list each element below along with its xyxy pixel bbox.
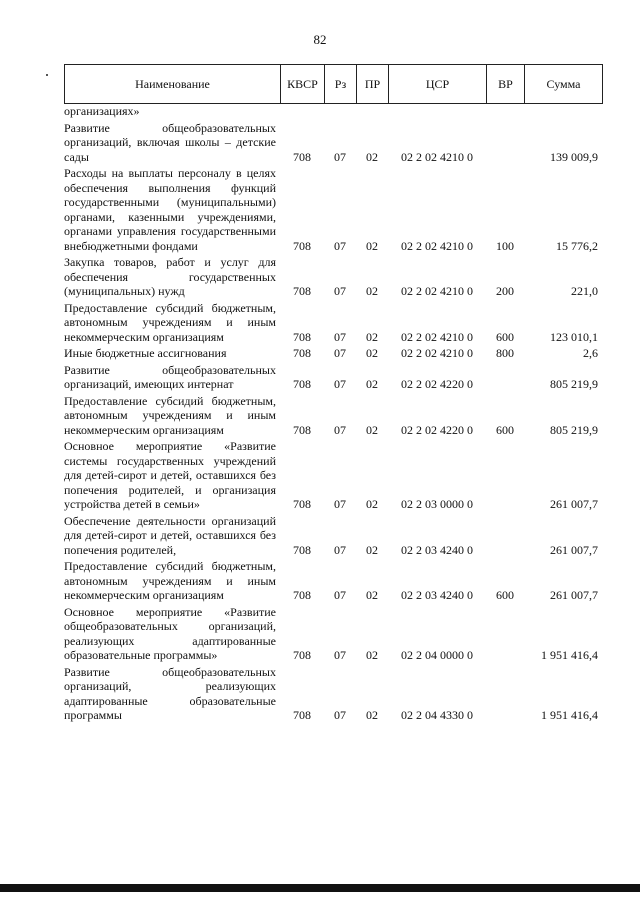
cell-pr: 02 [366, 149, 378, 164]
cell-kvsr: 708 [293, 377, 311, 391]
cell-sum: 1 951 416,4 [541, 648, 598, 662]
table-row [64, 346, 602, 363]
cell-csr: 02 2 04 4330 0 [401, 708, 473, 722]
table-row [64, 255, 602, 301]
cell-name: Предоставление субсидий бюджетным, автономным учреждениям и иным некоммерческим организациям [64, 559, 276, 602]
cell-vr: 600 [496, 588, 514, 602]
cell-kvsr: 708 [293, 648, 311, 662]
cell-name: Закупка товаров, работ и услуг для обеспечения государственных (муниципальных) нужд [64, 255, 276, 298]
cell-pr: 02 [366, 542, 378, 557]
cell-pr: 02 [366, 708, 378, 722]
cell-sum: 221,0 [571, 284, 598, 298]
cell-rz: 07 [334, 422, 346, 437]
cell-csr: 02 2 03 0000 0 [401, 497, 473, 511]
cell-pr: 02 [366, 497, 378, 511]
cell-vr [486, 104, 524, 121]
cell-pr: 02 [366, 648, 378, 662]
cell-vr: 600 [496, 329, 514, 344]
table-row [64, 301, 602, 347]
cell-kvsr: 708 [293, 329, 311, 344]
cell-sum: 1 951 416,4 [541, 708, 598, 722]
column-header-sum: Сумма [525, 65, 603, 104]
cell-name: Предоставление субсидий бюджетным, автономным учреждениям и иным некоммерческим организациям [64, 300, 276, 344]
budget-table [64, 104, 602, 725]
cell-csr: 02 2 02 4210 0 [401, 149, 473, 164]
table-header [64, 64, 603, 104]
cell-pr [356, 104, 388, 121]
column-header-name: Наименование [65, 65, 281, 104]
cell-sum: 261 007,7 [550, 542, 598, 557]
cell-kvsr: 708 [293, 588, 311, 602]
cell-pr: 02 [366, 238, 378, 253]
column-header-pr: ПР [357, 65, 389, 104]
cell-csr: 02 2 04 0000 0 [401, 648, 473, 662]
cell-sum: 805 219,9 [550, 422, 598, 437]
cell-rz: 07 [334, 497, 346, 511]
cell-csr: 02 2 02 4210 0 [401, 284, 473, 298]
cell-rz: 07 [334, 284, 346, 298]
cell-rz: 07 [334, 542, 346, 557]
cell-csr: 02 2 02 4210 0 [401, 238, 473, 253]
table-row [64, 439, 602, 514]
cell-name: Обеспечение деятельности организаций для детей-сирот и детей, оставшихся без попечения родителей, [64, 513, 276, 557]
cell-vr [486, 665, 524, 725]
cell-rz: 07 [334, 648, 346, 662]
table-row [64, 394, 602, 440]
cell-kvsr [280, 104, 324, 121]
cell-vr: 100 [496, 238, 514, 253]
cell-kvsr: 708 [293, 542, 311, 557]
cell-pr: 02 [366, 346, 378, 360]
cell-kvsr: 708 [293, 284, 311, 298]
table-body [64, 104, 602, 725]
table-row [64, 121, 602, 167]
cell-name: организациях» [64, 104, 140, 118]
cell-rz: 07 [334, 708, 346, 722]
cell-csr [388, 104, 486, 121]
cell-sum: 15 776,2 [556, 238, 598, 253]
table-row [64, 559, 602, 605]
cell-pr: 02 [366, 329, 378, 344]
table-row [64, 514, 602, 560]
page-number: 82 [313, 32, 327, 47]
cell-csr: 02 2 02 4210 0 [401, 346, 473, 360]
table-row [64, 104, 602, 121]
cell-name: Развитие общеобразовательных организаций, реализующих адаптированные образовательные программы [64, 664, 276, 722]
cell-pr: 02 [366, 422, 378, 437]
cell-sum: 139 009,9 [550, 149, 598, 164]
cell-csr: 02 2 03 4240 0 [401, 588, 473, 602]
cell-vr [486, 605, 524, 665]
cell-pr: 02 [366, 588, 378, 602]
cell-vr [486, 439, 524, 514]
cell-name: Основное мероприятие «Развитие системы государственных учреждений для детей-сирот и детей, оставшихся без попечения родителей, и организация устройства детей в семьи» [64, 439, 276, 511]
cell-rz: 07 [334, 329, 346, 344]
column-header-csr: ЦСР [389, 65, 487, 104]
cell-sum: 123 010,1 [550, 329, 598, 344]
cell-vr: 600 [496, 422, 514, 437]
cell-kvsr: 708 [293, 708, 311, 722]
column-header-kvsr: КВСР [281, 65, 325, 104]
cell-rz: 07 [334, 238, 346, 253]
cell-rz: 07 [334, 588, 346, 602]
cell-name: Иные бюджетные ассигнования [64, 346, 227, 360]
cell-sum: 2,6 [583, 346, 598, 360]
scan-speck [46, 74, 48, 76]
cell-name: Развитие общеобразовательных организаций, имеющих интернат [64, 362, 276, 391]
cell-sum [524, 104, 602, 121]
cell-rz: 07 [334, 149, 346, 164]
cell-vr: 200 [496, 284, 514, 298]
cell-pr: 02 [366, 377, 378, 391]
cell-csr: 02 2 02 4210 0 [401, 329, 473, 344]
cell-name: Расходы на выплаты персоналу в целях обеспечения выполнения функций государственными (муниципальными) органами, казенными учреждениями, органами управления государственными внебюджетными фондами [64, 166, 276, 253]
column-header-vr: ВР [487, 65, 525, 104]
cell-kvsr: 708 [293, 497, 311, 511]
table-row [64, 166, 602, 255]
cell-sum: 261 007,7 [550, 497, 598, 511]
scan-bottom-edge [0, 884, 640, 892]
cell-kvsr: 708 [293, 346, 311, 360]
table-row [64, 363, 602, 394]
cell-kvsr: 708 [293, 238, 311, 253]
cell-csr: 02 2 03 4240 0 [401, 542, 473, 557]
table-row [64, 665, 602, 725]
cell-csr: 02 2 02 4220 0 [401, 377, 473, 391]
cell-kvsr: 708 [293, 422, 311, 437]
cell-name: Предоставление субсидий бюджетным, автономным учреждениям и иным некоммерческим организациям [64, 393, 276, 437]
cell-pr: 02 [366, 284, 378, 298]
cell-sum: 261 007,7 [550, 588, 598, 602]
table-row [64, 605, 602, 665]
cell-name: Основное мероприятие «Развитие общеобразовательных организаций, реализующих адаптированные образовательные программы» [64, 604, 276, 662]
cell-rz: 07 [334, 346, 346, 360]
cell-name: Развитие общеобразовательных организаций, включая школы – детские сады [64, 120, 276, 164]
cell-vr: 800 [496, 346, 514, 360]
cell-vr [486, 514, 524, 560]
cell-sum: 805 219,9 [550, 377, 598, 391]
cell-rz [324, 104, 356, 121]
cell-vr [486, 121, 524, 167]
cell-kvsr: 708 [293, 149, 311, 164]
column-header-rz: Рз [325, 65, 357, 104]
cell-rz: 07 [334, 377, 346, 391]
cell-csr: 02 2 02 4220 0 [401, 422, 473, 437]
cell-vr [486, 363, 524, 394]
